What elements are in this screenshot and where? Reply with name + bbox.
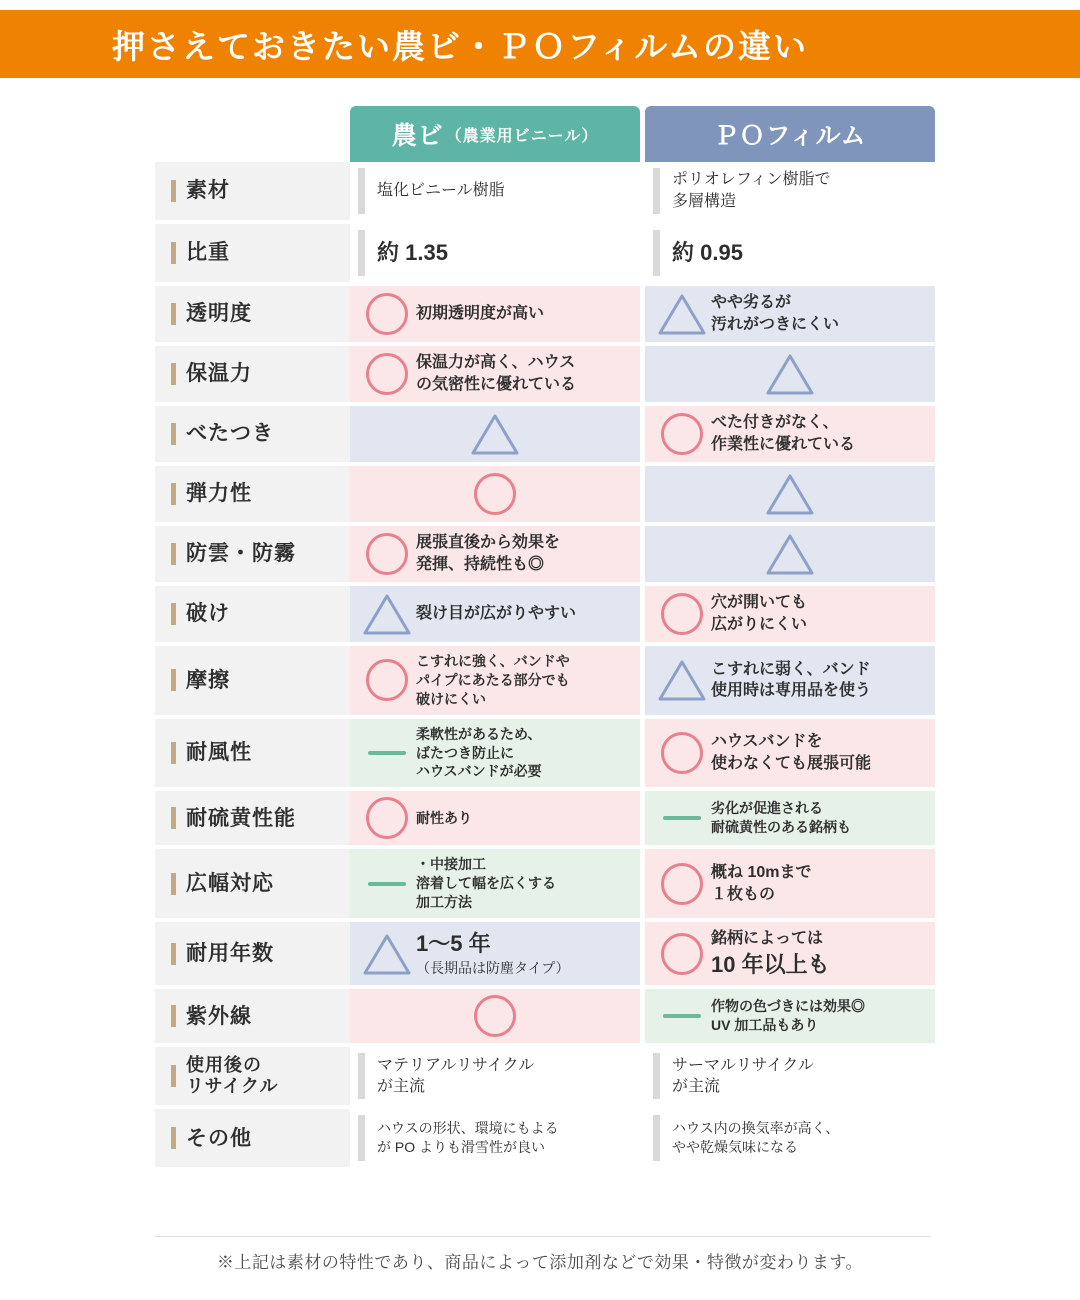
row-label-tick <box>171 543 176 565</box>
row-label-tick <box>171 943 176 965</box>
row-label-text: 保温力 <box>186 362 252 386</box>
row-label-tick <box>171 303 176 325</box>
cell-mark <box>358 751 416 755</box>
row-label-text: 破け <box>186 602 230 626</box>
row-label <box>155 286 350 344</box>
table-cell-po <box>645 526 935 584</box>
cell-text-stack <box>416 352 576 395</box>
cell-mark <box>653 352 927 396</box>
circle-icon <box>366 533 408 575</box>
cell-text-stack <box>416 603 576 625</box>
row-label-tick <box>171 669 176 691</box>
row-label <box>155 1109 350 1169</box>
table-cell-nobi <box>350 1109 640 1169</box>
row-label-tick <box>171 742 176 764</box>
cell-mark <box>653 816 711 820</box>
table-cell-po <box>645 586 935 644</box>
row-label <box>155 1047 350 1107</box>
header-bar <box>0 10 1080 78</box>
cell-text-stack <box>711 292 839 335</box>
table-cell-nobi <box>350 719 640 790</box>
cell-text: ・中接加工 溶着して幅を広くする 加工方法 <box>416 856 556 911</box>
cell-text: こすれに強く、バンドや パイプにあたる部分でも 破けにくい <box>416 653 570 707</box>
dash-icon <box>663 1014 701 1018</box>
circle-icon <box>661 933 703 975</box>
cell-text-stack <box>711 659 871 702</box>
cell-mark <box>358 473 632 515</box>
row-label-tick <box>171 423 176 445</box>
table-cell-nobi <box>350 346 640 404</box>
table-cell-nobi <box>350 791 640 847</box>
cell-text: ハウス内の換気率が高く、 やや乾燥気味になる <box>672 1120 840 1156</box>
table-cell-nobi <box>350 466 640 524</box>
table-cell-po <box>645 346 935 404</box>
row-label-tick <box>171 873 176 895</box>
column-header-po <box>645 106 935 162</box>
cell-text: マテリアルリサイクル が主流 <box>377 1056 535 1096</box>
cell-text: 銘柄によっては <box>711 930 824 948</box>
cell-mark <box>653 413 711 455</box>
table-row <box>155 849 930 922</box>
table-cell-po <box>645 286 935 344</box>
footnote: ※上記は素材の特性であり、商品によって添加剤などで効果・特徴が変わります。 <box>216 1253 864 1272</box>
row-label-tick <box>171 1127 176 1149</box>
row-label-text: 比重 <box>186 241 230 265</box>
row-label-text: べたつき <box>186 422 274 446</box>
cell-text: 劣化が促進される 耐硫黄性のある銘柄も <box>711 800 851 836</box>
triangle-icon <box>657 658 707 702</box>
cell-mark <box>653 292 711 336</box>
table-row <box>155 286 930 346</box>
cell-accent-bar <box>358 168 365 214</box>
table-cell-po <box>645 466 935 524</box>
row-label <box>155 466 350 524</box>
circle-icon <box>366 293 408 335</box>
cell-accent-bar <box>653 230 660 276</box>
row-label <box>155 989 350 1045</box>
column-header-row <box>155 106 930 162</box>
column-header-spacer <box>155 106 350 162</box>
row-label-text: 摩擦 <box>186 668 230 692</box>
cell-text-stack <box>416 929 569 978</box>
row-label-text: 透明度 <box>186 302 252 326</box>
cell-mark <box>653 593 711 635</box>
column-header-nobi <box>350 106 640 162</box>
column-header-nobi-sub: （農業用ビニール） <box>445 127 599 145</box>
row-label-tick <box>171 242 176 264</box>
table-cell-po <box>645 719 935 790</box>
cell-mark <box>358 412 632 456</box>
cell-text-stack <box>416 855 556 912</box>
cell-text: 作物の色づきには効果◎ UV 加工品もあり <box>711 998 865 1034</box>
table-cell-nobi <box>350 526 640 584</box>
row-label-tick <box>171 1005 176 1027</box>
table-cell-nobi <box>350 586 640 644</box>
table-cell-po <box>645 922 935 987</box>
cell-text-stack <box>416 652 570 709</box>
cell-mark <box>358 293 416 335</box>
table-row <box>155 162 930 224</box>
row-label-text: 耐用年数 <box>186 942 274 966</box>
row-label <box>155 586 350 644</box>
row-label <box>155 791 350 847</box>
table-cell-nobi <box>350 406 640 464</box>
triangle-icon <box>765 352 815 396</box>
row-label <box>155 162 350 222</box>
table-row <box>155 719 930 792</box>
cell-text: ハウスの形状、環境にもよる が PO よりも滑雪性が良い <box>377 1120 559 1156</box>
cell-text: 初期透明度が高い <box>416 305 545 323</box>
row-label-text: その他 <box>186 1126 252 1150</box>
table-cell-nobi <box>350 162 640 222</box>
row-label-text: 弾力性 <box>186 482 252 506</box>
cell-text-stack <box>416 303 544 325</box>
cell-text: 保温力が高く、ハウス の気密性に優れている <box>416 354 577 393</box>
table-cell-nobi <box>350 224 640 284</box>
cell-text: 約 0.95 <box>672 240 743 266</box>
dash-icon <box>663 816 701 820</box>
cell-accent-bar <box>358 1115 365 1161</box>
circle-icon <box>474 473 516 515</box>
dash-icon <box>368 882 406 886</box>
triangle-icon <box>657 292 707 336</box>
table-cell-nobi <box>350 989 640 1045</box>
cell-text: ハウスバンドを 使わなくても展張可能 <box>711 733 872 772</box>
row-label-text: 紫外線 <box>186 1004 252 1028</box>
circle-icon <box>366 353 408 395</box>
circle-icon <box>366 797 408 839</box>
row-label <box>155 224 350 284</box>
cell-mark <box>653 658 711 702</box>
cell-accent-bar <box>653 168 660 214</box>
cell-mark <box>358 932 416 976</box>
cell-mark <box>358 353 416 395</box>
cell-mark <box>653 933 711 975</box>
cell-accent-bar <box>653 1115 660 1161</box>
cell-text: 柔軟性があるため、 ばたつき防止に ハウスバンドが必要 <box>416 725 542 780</box>
column-header-nobi-main: 農ビ <box>391 122 444 150</box>
table-cell-nobi <box>350 646 640 717</box>
circle-icon <box>661 732 703 774</box>
triangle-icon <box>470 412 520 456</box>
cell-accent-bar <box>358 230 365 276</box>
circle-icon <box>661 413 703 455</box>
circle-icon <box>661 593 703 635</box>
table-cell-po <box>645 646 935 717</box>
cell-text: 1～5 年 <box>416 931 491 957</box>
cell-text: サーマルリサイクル が主流 <box>672 1056 814 1096</box>
row-label <box>155 849 350 920</box>
cell-text-stack <box>416 809 472 828</box>
row-label-tick <box>171 807 176 829</box>
cell-mark <box>358 533 416 575</box>
row-label-tick <box>171 1065 176 1087</box>
table-row <box>155 586 930 646</box>
cell-accent-bar <box>358 1053 365 1099</box>
cell-mark <box>653 863 711 905</box>
row-label-text: 防雲・防霧 <box>186 542 296 566</box>
table-cell-po <box>645 849 935 920</box>
row-label <box>155 922 350 987</box>
table-cell-po <box>645 791 935 847</box>
cell-text: やや劣るが 汚れがつきにくい <box>711 294 840 333</box>
cell-text: ポリオレフィン樹脂で 多層構造 <box>672 171 831 210</box>
cell-mark <box>358 882 416 886</box>
cell-mark <box>653 1014 711 1018</box>
table-cell-po <box>645 1109 935 1169</box>
row-label <box>155 526 350 584</box>
cell-subtext: （長期品は防塵タイプ） <box>416 960 570 977</box>
cell-mark <box>653 472 927 516</box>
cell-text: べた付きがなく、 作業性に優れている <box>711 414 856 453</box>
table-row <box>155 346 930 406</box>
row-label-text: 素材 <box>186 179 230 203</box>
table-cell-nobi <box>350 1047 640 1107</box>
table-cell-po <box>645 406 935 464</box>
row-label <box>155 646 350 717</box>
comparison-table <box>155 106 930 1171</box>
cell-text-stack <box>711 799 851 837</box>
table-cell-nobi <box>350 849 640 920</box>
footer-divider <box>155 1236 930 1237</box>
table-rows <box>155 162 930 1171</box>
table-row <box>155 922 930 989</box>
table-cell-po <box>645 989 935 1045</box>
table-row <box>155 466 930 526</box>
row-label-tick <box>171 603 176 625</box>
row-label <box>155 406 350 464</box>
row-label <box>155 719 350 790</box>
table-row <box>155 1109 930 1171</box>
row-label-text: 耐風性 <box>186 741 252 765</box>
table-cell-nobi <box>350 922 640 987</box>
cell-text-stack <box>711 592 807 635</box>
cell-text: 耐性あり <box>416 809 472 826</box>
table-row <box>155 989 930 1047</box>
dash-icon <box>368 751 406 755</box>
cell-text-stack <box>711 862 811 905</box>
row-label-text: 耐硫黄性能 <box>186 806 296 830</box>
table-cell-nobi <box>350 286 640 344</box>
cell-text-stack <box>711 928 830 979</box>
table-cell-po <box>645 162 935 222</box>
row-label-tick <box>171 180 176 202</box>
cell-mark <box>653 532 927 576</box>
circle-icon <box>661 863 703 905</box>
cell-text: 展張直後から効果を 発揮、持続性も◎ <box>416 534 561 573</box>
page-title: 押さえておきたい農ビ・ＰＯフィルムの違い <box>112 27 809 65</box>
cell-accent-bar <box>653 1053 660 1099</box>
cell-text: 穴が開いても 広がりにくい <box>711 594 808 633</box>
table-row <box>155 1047 930 1109</box>
cell-mark <box>358 995 632 1037</box>
cell-mark <box>358 592 416 636</box>
row-label-text: 広幅対応 <box>186 872 274 896</box>
circle-icon <box>366 659 408 701</box>
row-label-tick <box>171 363 176 385</box>
cell-subtext: 10 年以上も <box>711 951 830 977</box>
triangle-icon <box>765 532 815 576</box>
table-cell-po <box>645 1047 935 1107</box>
table-row <box>155 646 930 719</box>
triangle-icon <box>362 932 412 976</box>
table-row <box>155 406 930 466</box>
triangle-icon <box>362 592 412 636</box>
cell-mark <box>358 797 416 839</box>
cell-text-stack <box>711 997 865 1035</box>
column-header-po-main: ＰＯフィルム <box>713 122 867 150</box>
cell-text: 約 1.35 <box>377 240 448 266</box>
cell-text: 概ね 10mまで １枚もの <box>711 864 812 903</box>
row-label-text: 使用後の リサイクル <box>186 1054 279 1097</box>
cell-text: 塩化ビニール樹脂 <box>377 182 505 200</box>
row-label-tick <box>171 483 176 505</box>
cell-text: 裂け目が広がりやすい <box>416 605 577 623</box>
cell-text: こすれに弱く、バンド 使用時は専用品を使う <box>711 660 872 700</box>
table-row <box>155 224 930 286</box>
table-cell-po <box>645 224 935 284</box>
row-label <box>155 346 350 404</box>
triangle-icon <box>765 472 815 516</box>
cell-text-stack <box>416 532 560 575</box>
cell-text-stack <box>711 731 871 774</box>
cell-text-stack <box>711 412 855 455</box>
cell-mark <box>653 732 711 774</box>
cell-text-stack <box>416 725 542 782</box>
circle-icon <box>474 995 516 1037</box>
table-row <box>155 791 930 849</box>
table-row <box>155 526 930 586</box>
cell-mark <box>358 659 416 701</box>
